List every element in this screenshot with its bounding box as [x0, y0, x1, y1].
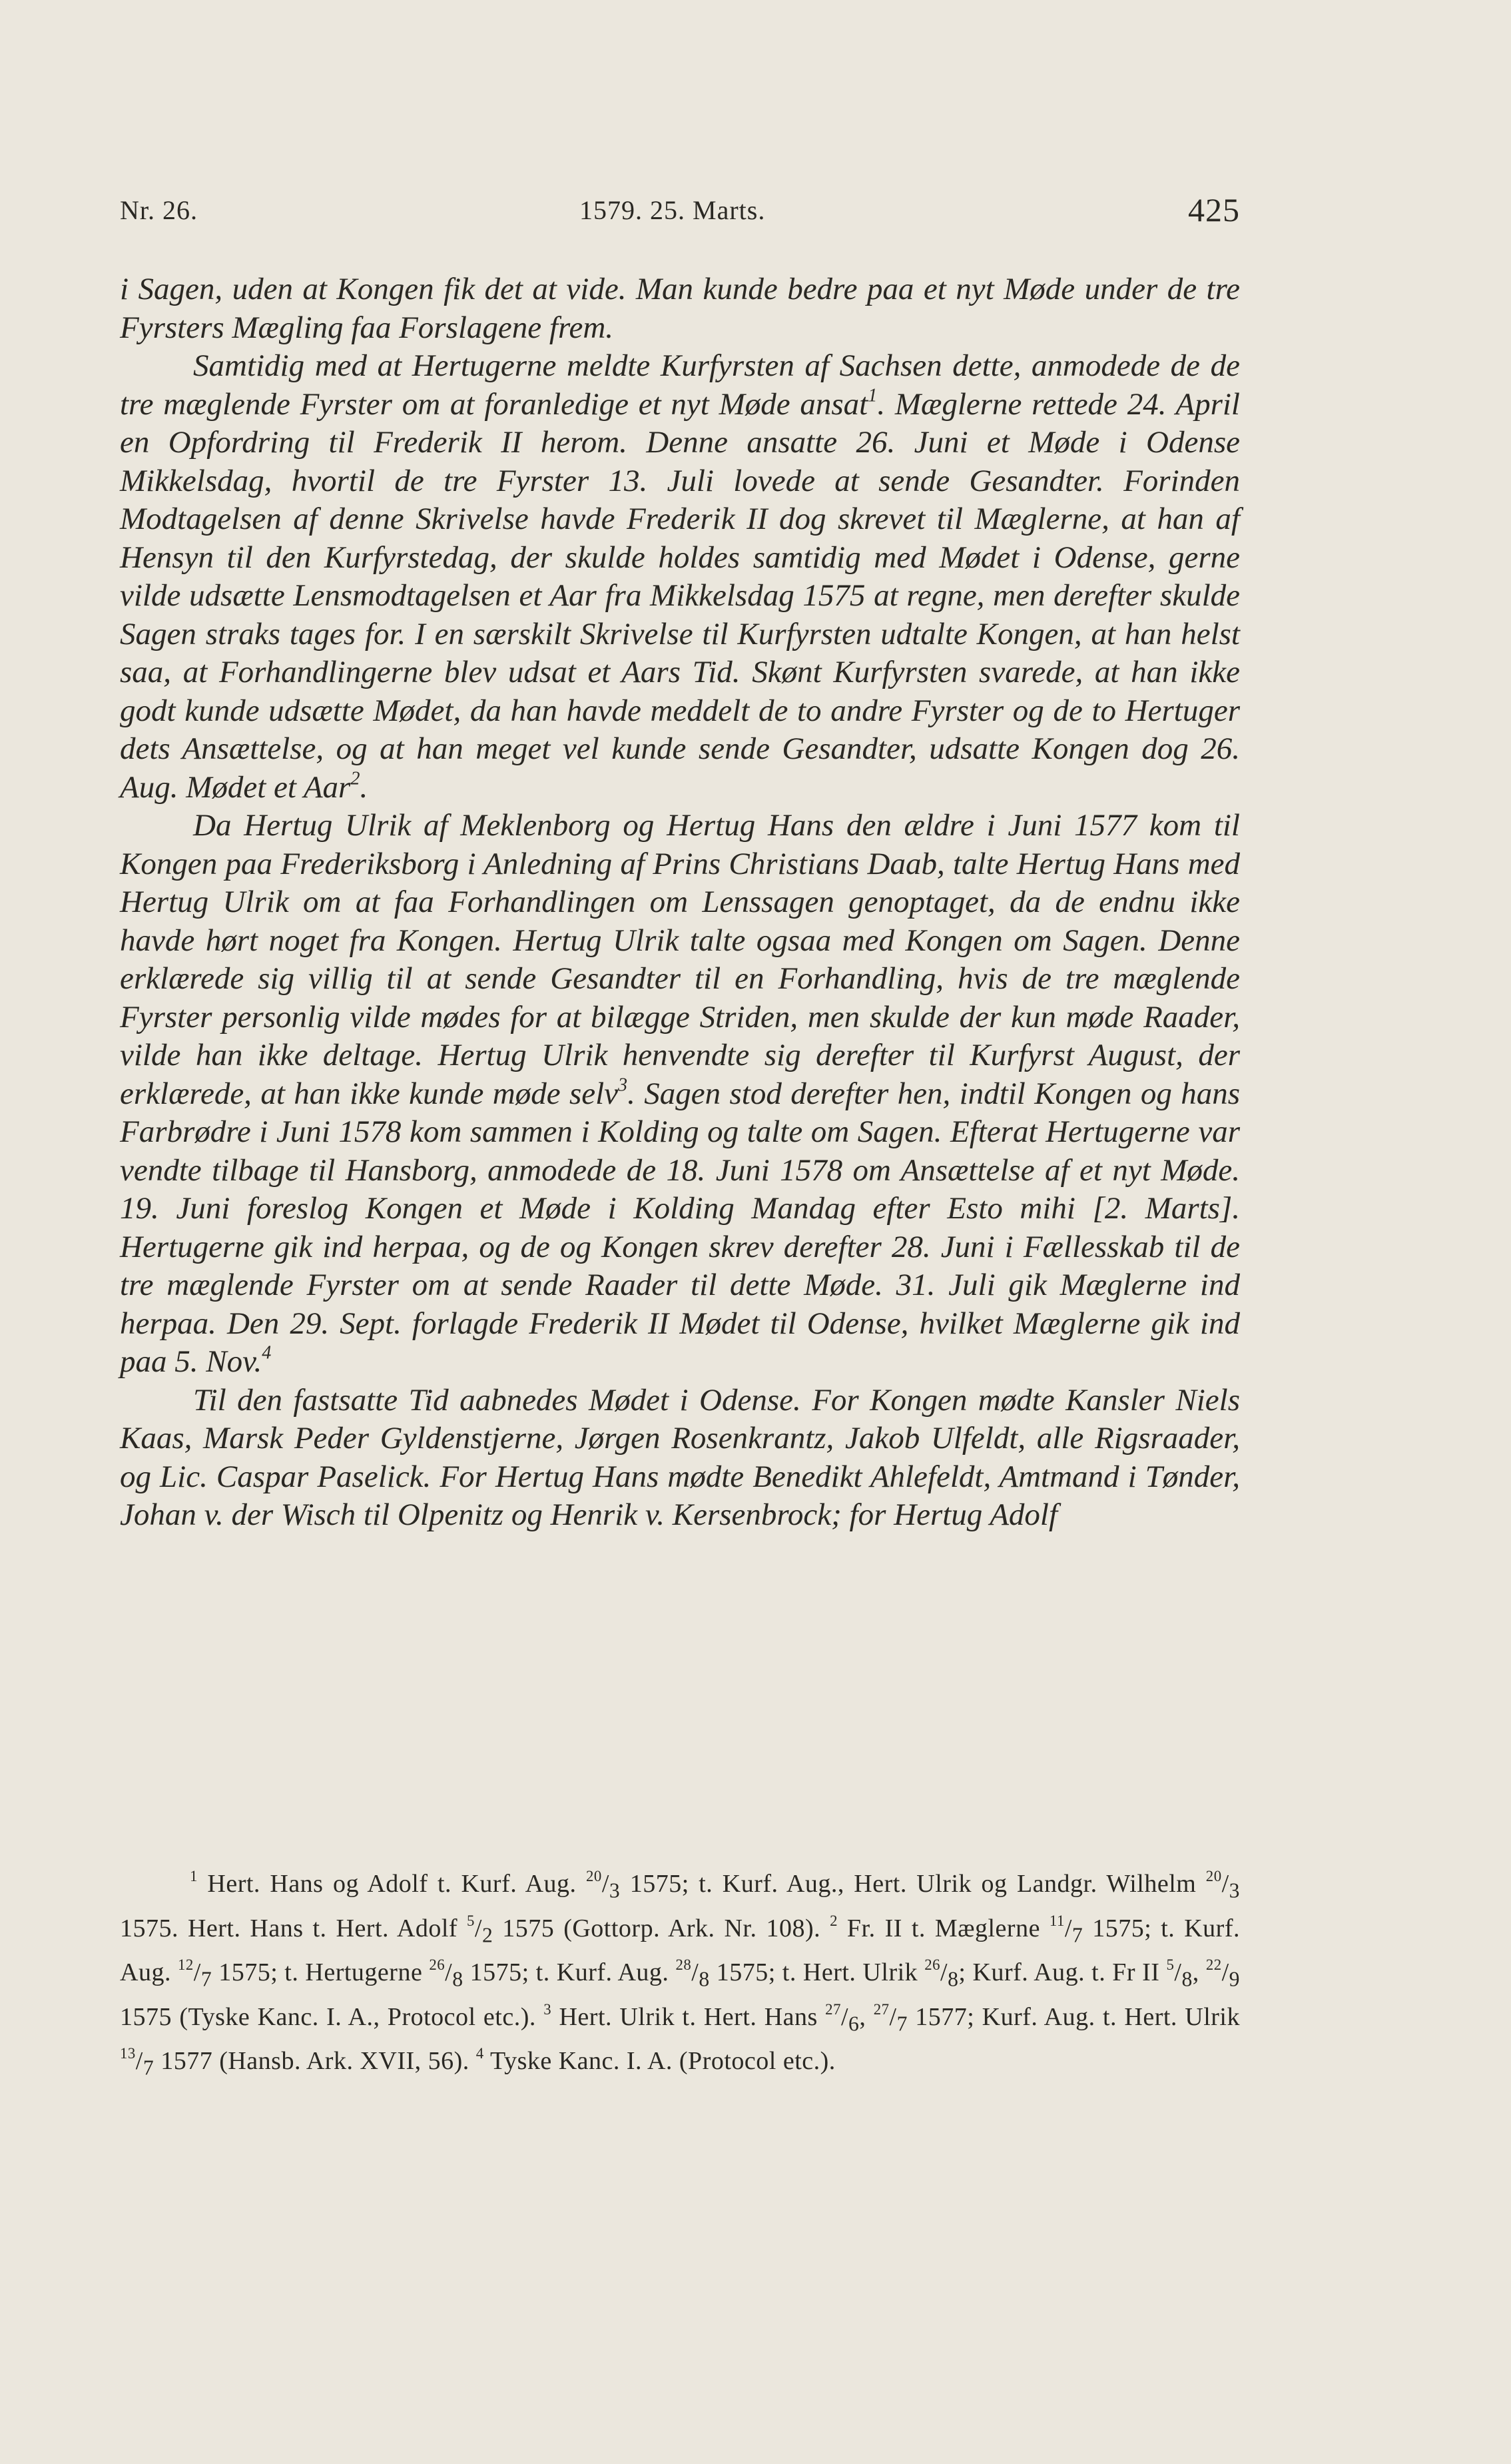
date-day: 20 [586, 1868, 602, 1885]
footnote-text: , [1192, 1958, 1206, 1987]
footnote-text: Hert. Hans og Adolf t. Kurf. Aug. [197, 1870, 587, 1898]
footnote-text: 1575; t. Kurf. Aug., Hert. Ulrik og Landgr. Wilhelm [620, 1870, 1206, 1898]
paragraph-2-text-a: Samtidig med at Hertugerne meldte Kurfyrsten af Sachsen dette, anmodede de de tre mæglende Fyrster om at foranledige et nyt Møde ansat [120, 348, 1240, 422]
date-month: 7 [896, 2012, 908, 2036]
date-slash: / [601, 1870, 609, 1898]
paragraph-3-text-a: Da Hertug Ulrik af Meklenborg og Hertug Hans den ældre i Juni 1577 kom til Kongen paa Frederiksborg i Anledning af Prins Christians Daab, talte Hertug Hans med Hertug Ulrik om at faa Forhandlingen om Lenssagen genoptaget, da de endnu ikke havde hørt noget fra Kongen. Hertug Ulrik talte ogsaa med Kongen om Sagen. Denne erklærede sig villig til at sende Gesandter til en Forhandling, hvis de tre mæglende Fyrster personlig vilde mødes for at bilægge Striden, men skulde der kun møde Raader, vilde han ikke deltage. Hertug Ulrik henvendte sig derefter til Kurfyrst August, der erklærede, at han ikke kunde møde selv [120, 808, 1240, 1111]
date-slash: / [691, 1958, 699, 1987]
paragraph-2 [120, 347, 1240, 807]
paragraph-4 [120, 1382, 1240, 1535]
footnote-text: 1577; Kurf. Aug. t. Hert. Ulrik [907, 2002, 1240, 2031]
footnote-text: 1575; t. Hert. Ulrik [709, 1958, 925, 1987]
footnote-ref-4: 4 [262, 1342, 272, 1364]
date-day: 5 [1166, 1956, 1175, 1974]
footnote-ref-1: 1 [868, 384, 878, 406]
date-month: 7 [200, 1967, 212, 1991]
footnote-text: Tyske Kanc. I. A. (Protocol etc.). [483, 2047, 836, 2076]
date-month: 8 [699, 1967, 710, 1991]
footnote-text: 1577 (Hansb. Ark. XVII, 56). [154, 2047, 476, 2076]
footnote-text: 1575. Hert. Hans t. Hert. Adolf [120, 1914, 467, 1942]
paragraph-1 [120, 270, 1240, 347]
date-slash: / [889, 2002, 897, 2031]
date-month: 3 [1229, 1878, 1240, 1902]
paragraph-4-text: Til den fastsatte Tid aabnedes Mødet i Odense. For Kongen mødte Kansler Niels Kaas, Marsk Peder Gyldenstjerne, Jørgen Rosenkrantz, Jakob Ulfeldt, alle Rigsraader, og Lic. Caspar Paselick. For Hertug Hans mødte Benedikt Ahlefeldt, Amtmand i Tønder, Johan v. der Wisch til Olpenitz og Henrik v. Kersenbrock; for Hertug Adolf [120, 1382, 1240, 1532]
paragraph-3 [120, 807, 1240, 1382]
date-slash: / [940, 1958, 948, 1987]
footnote-text: 1575 (Gottorp. Ark. Nr. 108). [493, 1914, 830, 1942]
date-month: 8 [452, 1967, 463, 1991]
date-month: 6 [848, 2012, 860, 2036]
date-month: 7 [143, 2056, 154, 2080]
footnote-text: Hert. Ulrik t. Hert. Hans [551, 2002, 826, 2031]
footnote-text: Fr. II t. Mæglerne [837, 1914, 1050, 1942]
footnote-block [120, 1865, 1240, 2087]
date-slash: / [840, 2002, 849, 2031]
footnote-ref-2: 2 [350, 767, 360, 789]
date-month: 3 [609, 1878, 621, 1902]
footnote-text: 1575 (Tyske Kanc. I. A., Protocol etc.). [120, 2002, 544, 2031]
date-day: 22 [1205, 1956, 1222, 1974]
footnote-marker-2: 2 [830, 1912, 838, 1929]
date-slash: / [474, 1914, 482, 1942]
footnote-marker-3: 3 [543, 2000, 552, 2018]
date-day: 13 [120, 2045, 136, 2062]
main-text [120, 270, 1240, 1535]
footnote-text: 1575; t. Kurf. Aug. [120, 1914, 1240, 1987]
date-month: 9 [1229, 1967, 1240, 1991]
date-month: 8 [948, 1967, 959, 1991]
footnote-text: ; Kurf. Aug. t. Fr II [958, 1958, 1167, 1987]
date-slash: / [193, 1958, 201, 1987]
page-number: 425 [1188, 191, 1240, 228]
date-day: 20 [1205, 1868, 1222, 1885]
paragraph-3-text-b: . Sagen stod derefter hen, indtil Kongen og hans Farbrødre i Juni 1578 kom sammen i Kolding og talte om Sagen. Efterat Hertugerne var vendte tilbage til Hansborg, anmodede de 18. Juni 1578 om Ansættelse af et nyt Møde. 19. Juni foreslog Kongen et Møde i Kolding Mandag efter Esto mihi [2. Marts]. Hertugerne gik ind herpaa, og de og Kongen skrev derefter 28. Juni i Fællesskab til de tre mæglende Fyrster om at sende Raader til dette Møde. 31. Juli gik Mæglerne ind herpaa. Den 29. Sept. forlagde Frederik II Mødet til Odense, hvilket Mæglerne gik ind paa 5. Nov. [120, 1076, 1240, 1379]
date-slash: / [1064, 1914, 1072, 1942]
date-slash: / [1174, 1958, 1182, 1987]
paragraph-1-text: i Sagen, uden at Kongen fik det at vide. Man kunde bedre paa et nyt Møde under de tre Fyrsters Mægling faa Forslagene frem. [120, 272, 1240, 345]
date-month: 2 [481, 1923, 493, 1947]
date-day: 26 [924, 1956, 941, 1974]
date-slash: / [445, 1958, 453, 1987]
footnote-ref-3: 3 [618, 1074, 628, 1095]
date-month: 7 [1071, 1923, 1083, 1947]
footnote-text: 1575; t. Hertugerne [212, 1958, 430, 1987]
date-day: 12 [177, 1956, 194, 1974]
date-slash: / [1221, 1958, 1229, 1987]
footnote-text: , [859, 2002, 874, 2031]
date-month: 8 [1181, 1967, 1193, 1991]
document-date: 1579. 25. Marts. [579, 195, 766, 225]
date-day: 27 [825, 2000, 841, 2018]
date-day: 26 [429, 1956, 446, 1974]
date-slash: / [1221, 1870, 1229, 1898]
date-day: 27 [873, 2000, 890, 2018]
document-number: Nr. 26. [120, 195, 198, 225]
paragraph-2-text-c: . [360, 769, 368, 805]
date-day: 5 [467, 1912, 475, 1929]
footnote-marker-4: 4 [475, 2045, 484, 2062]
date-slash: / [135, 2047, 143, 2076]
date-day: 28 [675, 1956, 692, 1974]
footnotes [120, 1865, 1240, 2087]
running-header [120, 191, 1240, 241]
date-day: 11 [1049, 1912, 1065, 1929]
footnote-text: 1575; t. Kurf. Aug. [463, 1958, 676, 1987]
paragraph-2-text-b: . Mæglerne rettede 24. April en Opfordring til Frederik II herom. Denne ansatte 26. Juni et Møde i Odense Mikkelsdag, hvortil de tre Fyrster 13. Juli lovede at sende Gesandter. Forinden Modtagelsen af denne Skrivelse havde Frederik II dog skrevet til Mæglerne, at han af Hensyn til den Kurfyrstedag, der skulde holdes samtidig med Mødet i Odense, gerne vilde udsætte Lensmodtagelsen et Aar fra Mikkelsdag 1575 at regne, men derefter skulde Sagen straks tages for. I en særskilt Skrivelse til Kurfyrsten udtalte Kongen, at han helst saa, at Forhandlingerne blev udsat et Aars Tid. Skønt Kurfyrsten svarede, at han ikke godt kunde udsætte Mødet, da han havde meddelt de to andre Fyrster og de to Hertuger dets Ansættelse, og at han meget vel kunde sende Gesandter, udsatte Kongen dog 26. Aug. Mødet et Aar [120, 386, 1240, 805]
footnote-marker-1: 1 [190, 1868, 198, 1885]
